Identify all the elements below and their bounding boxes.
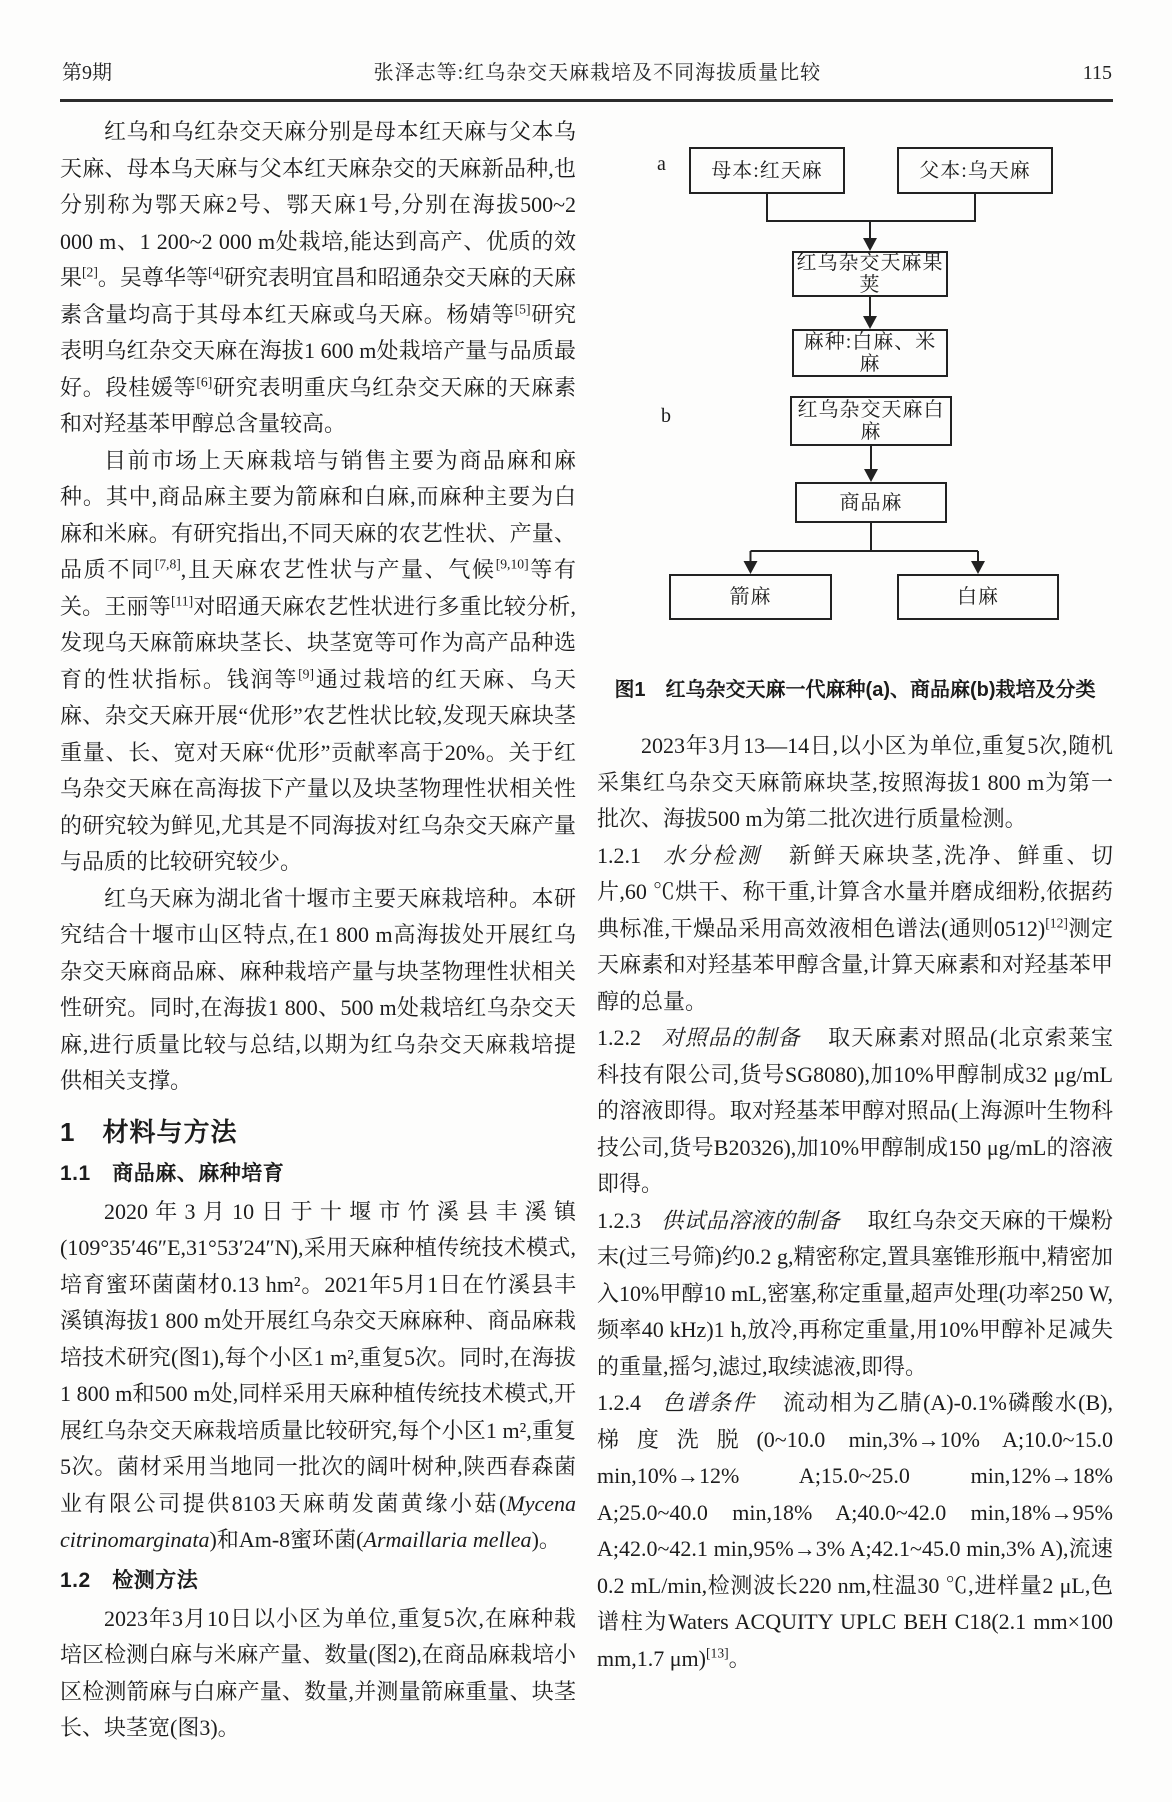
paragraph-intro-3: 红乌天麻为湖北省十堰市主要天麻栽培种。本研究结合十堰市山区特点,在1 800 m高海拔处开展红乌杂交天麻商品麻、麻种栽培产量与块茎物理性状相关性研究。同时,在海拔1 800、500 m处栽培红乌杂交天麻,进行质量比较与总结,以期为红乌杂交天麻栽培提供相关支撑。	[60, 885, 576, 1093]
journal-issue: 第9期	[62, 62, 112, 84]
section-heading-1: 1 材料与方法	[60, 1116, 238, 1147]
paragraph-intro-2: 目前市场上天麻栽培与销售主要为商品麻和麻种。其中,商品麻主要为箭麻和白麻,而麻种主要为白麻和米麻。有研究指出,不同天麻的农艺性状、产量、品质不同[7,8],且天麻农艺性状与产量、气候[9,10]等有关。王丽等[11]对昭通天麻农艺性状进行多重比较分析,发现乌天麻箭麻块茎长、块茎宽等可作为高产品种选育的性状指标。钱润等[9]通过栽培的红天麻、乌天麻、杂交天麻开展“优形”农艺性状比较,发现天麻块茎重量、长、宽对天麻“优形”贡献率高于20%。关于红乌杂交天麻在高海拔下产量以及块茎物理性状相关性的研究较为鲜见,尤其是不同海拔对红乌杂交天麻产量与品质的比较研究较少。	[60, 447, 576, 874]
flowchart-box-father: 父本:乌天麻	[897, 147, 1053, 194]
subsection-heading-1-2: 1.2 检测方法	[60, 1568, 199, 1592]
flowchart-box-baima: 白麻	[897, 574, 1059, 620]
paragraph-sampling: 2023年3月13—14日,以小区为单位,重复5次,随机采集红乌杂交天麻箭麻块茎,按照海拔1 800 m为第一批次、海拔500 m为第二批次进行质量检测。	[597, 733, 1113, 831]
figure-panel-label-a: a	[657, 153, 666, 175]
figure-1-flowchart	[597, 120, 1113, 632]
paragraph-1-2: 2023年3月10日以小区为单位,重复5次,在麻种栽培区检测白麻与米麻产量、数量(图2),在商品麻栽培小区检测箭麻与白麻产量、数量,并测量箭麻重量、块茎长、块茎宽(图3)。	[60, 1605, 576, 1740]
flowchart-box-jianma: 箭麻	[669, 574, 832, 620]
subsection-heading-1-1: 1.1 商品麻、麻种培育	[60, 1161, 285, 1185]
left-column	[60, 114, 576, 1747]
paragraph-intro-1: 红乌和乌红杂交天麻分别是母本红天麻与父本乌天麻、母本乌天麻与父本红天麻杂交的天麻新品种,也分别称为鄂天麻2号、鄂天麻1号,分别在海拔500~2 000 m、1 200~2 000 m处栽培,能达到高产、优质的效果[2]。吴尊华等[4]研究表明宜昌和昭通杂交天麻的天麻素含量均高于其母本红天麻或乌天麻。杨婧等[5]研究表明乌红杂交天麻在海拔1 600 m处栽培产量与品质最好。段桂媛等[6]研究表明重庆乌红杂交天麻的天麻素和对羟基苯甲醇总含量较高。	[60, 119, 576, 436]
flowchart-box-pod: 红乌杂交天麻果荚	[792, 251, 948, 297]
header-rule	[60, 99, 1113, 102]
page-header	[62, 56, 1112, 85]
figure-panel-label-b: b	[661, 405, 671, 427]
flowchart-box-hybrid-white: 红乌杂交天麻白麻	[790, 396, 952, 446]
paragraph-1-2-2: 1.2.2 对照品的制备 取天麻素对照品(北京索莱宝科技有限公司,货号SG8080),加10%甲醇制成32 μg/mL的溶液即得。取对羟基苯甲醇对照品(上海源叶生物科技公司,货号B20326),加10%甲醇制成150 μg/mL的溶液即得。	[597, 1025, 1113, 1196]
flowchart-box-commodity: 商品麻	[795, 482, 947, 523]
paragraph-1-2-4: 1.2.4 色谱条件 流动相为乙腈(A)-0.1%磷酸水(B),梯度洗脱(0~10.0 min,3%→10% A;10.0~15.0 min,10%→12% A;15.0~25.0 min,12%→18% A;25.0~40.0 min,18% A;40.0~42.0 min,18%→95% A;42.0~42.1 min,95%→3% A;42.1~45.0 min,3% A),流速0.2 mL/min,检测波长220 nm,柱温30 ℃,进样量2 μL,色谱柱为Waters ACQUITY UPLC BEH C18(2.1 mm×100 mm,1.7 μm)[13]。	[597, 1390, 1113, 1671]
paragraph-1-2-3: 1.2.3 供试品溶液的制备 取红乌杂交天麻的干燥粉末(过三号筛)约0.2 g,精密称定,置具塞锥形瓶中,精密加入10%甲醇10 mL,密塞,称定重量,超声处理(功率250 W,频率40 kHz)1 h,放冷,再称定重量,用10%甲醇补足减失的重量,摇匀,滤过,取续滤液,即得。	[597, 1207, 1113, 1379]
page-number: 115	[1082, 62, 1112, 84]
figure-1-caption: 图1 红乌杂交天麻一代麻种(a)、商品麻(b)栽培及分类	[614, 679, 1096, 701]
running-title: 张泽志等:红乌杂交天麻栽培及不同海拔质量比较	[373, 62, 822, 84]
paragraph-1-2-1: 1.2.1 水分检测 新鲜天麻块茎,洗净、鲜重、切片,60 ℃烘干、称干重,计算含水量并磨成细粉,依据药典标准,干燥品采用高效液相色谱法(通则0512)[12]测定天麻素和对羟基苯甲醇含量,计算天麻素和对羟基苯甲醇的总量。	[597, 842, 1113, 1014]
paragraph-1-1: 2020年3月10日于十堰市竹溪县丰溪镇(109°35′46″E,31°53′24″N),采用天麻种植传统技术模式,培育蜜环菌菌材0.13 hm²。2021年5月1日在竹溪县丰溪镇海拔1 800 m处开展红乌杂交天麻麻种、商品麻栽培技术研究(图1),每个小区1 m²,重复5次。同时,在海拔1 800 m和500 m处,同样采用天麻种植传统技术模式,开展红乌杂交天麻栽培质量比较研究,每个小区1 m²,重复5次。菌材采用当地同一批次的阔叶树种,陕西春森菌业有限公司提供8103天麻萌发菌黄缘小菇(Mycena citrinomarginata)和Am-8蜜环菌(Armaillaria mellea)。	[60, 1198, 576, 1552]
flowchart-box-mother: 母本:红天麻	[689, 147, 845, 194]
right-column	[597, 114, 1113, 1677]
flowchart-box-seed: 麻种:白麻、米麻	[792, 329, 948, 377]
